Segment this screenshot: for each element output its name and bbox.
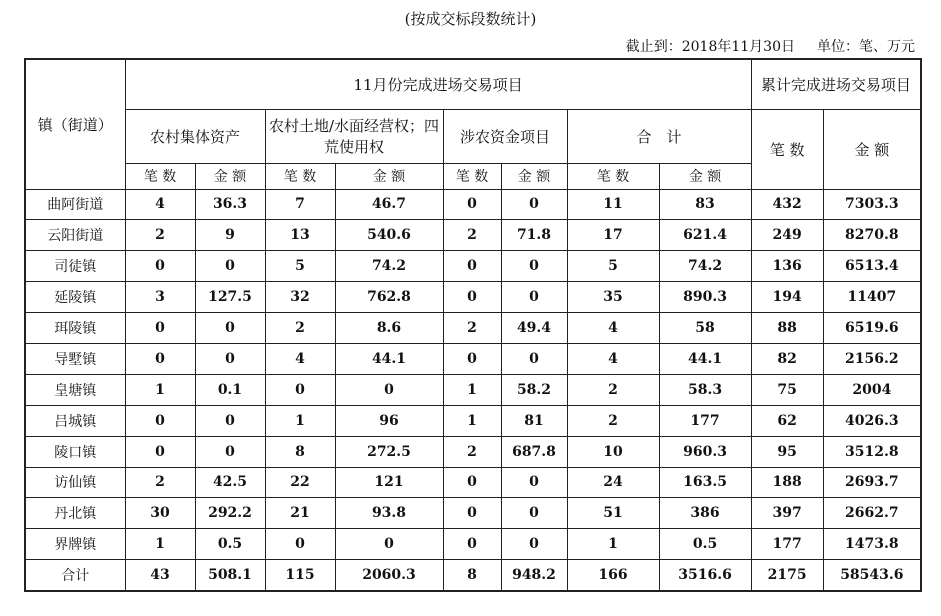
table-row xyxy=(25,405,921,436)
category-header: 农村集体资产 xyxy=(125,109,265,163)
value-cell: 0 xyxy=(501,529,567,560)
value-cell: 0.1 xyxy=(195,374,265,405)
value-cell: 2 xyxy=(567,405,659,436)
value-cell: 194 xyxy=(751,282,823,313)
value-cell: 81 xyxy=(501,405,567,436)
value-cell: 95 xyxy=(751,436,823,467)
value-cell: 2 xyxy=(443,436,501,467)
category-header: 合 计 xyxy=(567,109,751,163)
value-cell: 687.8 xyxy=(501,436,567,467)
value-cell: 2 xyxy=(125,220,195,251)
table-row xyxy=(25,220,921,251)
value-cell: 163.5 xyxy=(659,467,751,498)
value-cell: 74.2 xyxy=(335,251,443,282)
value-cell: 2156.2 xyxy=(823,343,921,374)
value-cell: 2175 xyxy=(751,560,823,591)
value-cell: 24 xyxy=(567,467,659,498)
value-cell: 32 xyxy=(265,282,335,313)
value-cell: 0 xyxy=(501,343,567,374)
value-cell: 2693.7 xyxy=(823,467,921,498)
table-row xyxy=(25,282,921,313)
value-cell: 2662.7 xyxy=(823,498,921,529)
value-cell: 5 xyxy=(567,251,659,282)
town-cell: 界牌镇 xyxy=(25,529,125,560)
town-cell: 导墅镇 xyxy=(25,343,125,374)
value-cell: 166 xyxy=(567,560,659,591)
value-cell: 6513.4 xyxy=(823,251,921,282)
town-cell: 合计 xyxy=(25,560,125,591)
table-row xyxy=(25,560,921,591)
value-cell: 121 xyxy=(335,467,443,498)
table-meta xyxy=(626,36,915,56)
value-cell: 2 xyxy=(265,313,335,344)
value-cell: 49.4 xyxy=(501,313,567,344)
category-header: 涉农资金项目 xyxy=(443,109,567,163)
table-row xyxy=(25,436,921,467)
value-cell: 0 xyxy=(265,529,335,560)
value-cell: 0 xyxy=(501,498,567,529)
town-cell: 云阳街道 xyxy=(25,220,125,251)
value-cell: 0 xyxy=(195,313,265,344)
table-row xyxy=(25,251,921,282)
value-cell: 2060.3 xyxy=(335,560,443,591)
amount-subheader: 金 额 xyxy=(501,163,567,189)
value-cell: 188 xyxy=(751,467,823,498)
town-cell: 吕城镇 xyxy=(25,405,125,436)
value-cell: 0 xyxy=(443,282,501,313)
value-cell: 0 xyxy=(335,374,443,405)
value-cell: 127.5 xyxy=(195,282,265,313)
value-cell: 8.6 xyxy=(335,313,443,344)
value-cell: 2004 xyxy=(823,374,921,405)
value-cell: 0 xyxy=(195,436,265,467)
table-row xyxy=(25,343,921,374)
value-cell: 115 xyxy=(265,560,335,591)
value-cell: 0 xyxy=(125,251,195,282)
count-subheader: 笔 数 xyxy=(443,163,501,189)
value-cell: 2 xyxy=(443,220,501,251)
value-cell: 4 xyxy=(567,313,659,344)
value-cell: 96 xyxy=(335,405,443,436)
value-cell: 4026.3 xyxy=(823,405,921,436)
value-cell: 0 xyxy=(443,498,501,529)
table-row xyxy=(25,374,921,405)
value-cell: 46.7 xyxy=(335,189,443,220)
value-cell: 762.8 xyxy=(335,282,443,313)
value-cell: 3516.6 xyxy=(659,560,751,591)
table-row xyxy=(25,189,921,220)
table-row xyxy=(25,313,921,344)
value-cell: 75 xyxy=(751,374,823,405)
value-cell: 44.1 xyxy=(335,343,443,374)
category-header: 农村土地/水面经营权；四荒使用权 xyxy=(265,109,443,163)
value-cell: 43 xyxy=(125,560,195,591)
value-cell: 1 xyxy=(443,405,501,436)
value-cell: 5 xyxy=(265,251,335,282)
value-cell: 17 xyxy=(567,220,659,251)
value-cell: 0 xyxy=(125,343,195,374)
value-cell: 136 xyxy=(751,251,823,282)
table-row xyxy=(25,467,921,498)
value-cell: 3 xyxy=(125,282,195,313)
cumulative-count-header: 笔 数 xyxy=(751,109,823,189)
value-cell: 9 xyxy=(195,220,265,251)
value-cell: 0 xyxy=(443,251,501,282)
value-cell: 0 xyxy=(443,467,501,498)
value-cell: 1473.8 xyxy=(823,529,921,560)
deadline-text: 截止到：2018年11月30日 xyxy=(625,39,795,55)
value-cell: 432 xyxy=(751,189,823,220)
value-cell: 74.2 xyxy=(659,251,751,282)
value-cell: 13 xyxy=(265,220,335,251)
town-cell: 延陵镇 xyxy=(25,282,125,313)
value-cell: 0.5 xyxy=(659,529,751,560)
value-cell: 0 xyxy=(501,251,567,282)
value-cell: 0 xyxy=(125,436,195,467)
town-cell: 珥陵镇 xyxy=(25,313,125,344)
value-cell: 93.8 xyxy=(335,498,443,529)
value-cell: 58.3 xyxy=(659,374,751,405)
value-cell: 0 xyxy=(195,251,265,282)
town-cell: 访仙镇 xyxy=(25,467,125,498)
value-cell: 397 xyxy=(751,498,823,529)
value-cell: 0 xyxy=(125,313,195,344)
value-cell: 1 xyxy=(125,374,195,405)
table-row xyxy=(25,529,921,560)
town-header: 镇（街道） xyxy=(25,59,125,189)
value-cell: 948.2 xyxy=(501,560,567,591)
value-cell: 44.1 xyxy=(659,343,751,374)
value-cell: 4 xyxy=(265,343,335,374)
value-cell: 386 xyxy=(659,498,751,529)
value-cell: 177 xyxy=(751,529,823,560)
cumulative-amount-header: 金 额 xyxy=(823,109,921,189)
town-cell: 皇塘镇 xyxy=(25,374,125,405)
value-cell: 292.2 xyxy=(195,498,265,529)
month-group-header: 11月份完成进场交易项目 xyxy=(125,59,751,109)
value-cell: 508.1 xyxy=(195,560,265,591)
value-cell: 58 xyxy=(659,313,751,344)
value-cell: 35 xyxy=(567,282,659,313)
amount-subheader: 金 额 xyxy=(335,163,443,189)
value-cell: 2 xyxy=(567,374,659,405)
value-cell: 36.3 xyxy=(195,189,265,220)
value-cell: 22 xyxy=(265,467,335,498)
value-cell: 0 xyxy=(501,282,567,313)
value-cell: 177 xyxy=(659,405,751,436)
value-cell: 1 xyxy=(265,405,335,436)
amount-subheader: 金 额 xyxy=(659,163,751,189)
town-cell: 丹北镇 xyxy=(25,498,125,529)
value-cell: 11407 xyxy=(823,282,921,313)
town-cell: 陵口镇 xyxy=(25,436,125,467)
value-cell: 10 xyxy=(567,436,659,467)
value-cell: 82 xyxy=(751,343,823,374)
value-cell: 0 xyxy=(195,405,265,436)
value-cell: 272.5 xyxy=(335,436,443,467)
cumulative-group-header: 累计完成进场交易项目 xyxy=(751,59,921,109)
value-cell: 1 xyxy=(443,374,501,405)
value-cell: 58543.6 xyxy=(823,560,921,591)
count-subheader: 笔 数 xyxy=(567,163,659,189)
table-subtitle: (按成交标段数统计) xyxy=(404,10,537,28)
table-row xyxy=(25,498,921,529)
count-subheader: 笔 数 xyxy=(265,163,335,189)
value-cell: 62 xyxy=(751,405,823,436)
value-cell: 2 xyxy=(125,467,195,498)
value-cell: 7 xyxy=(265,189,335,220)
value-cell: 51 xyxy=(567,498,659,529)
value-cell: 890.3 xyxy=(659,282,751,313)
value-cell: 3512.8 xyxy=(823,436,921,467)
value-cell: 30 xyxy=(125,498,195,529)
value-cell: 0 xyxy=(443,189,501,220)
count-subheader: 笔 数 xyxy=(125,163,195,189)
value-cell: 58.2 xyxy=(501,374,567,405)
value-cell: 0 xyxy=(501,189,567,220)
value-cell: 0 xyxy=(125,405,195,436)
value-cell: 0.5 xyxy=(195,529,265,560)
amount-subheader: 金 额 xyxy=(195,163,265,189)
value-cell: 621.4 xyxy=(659,220,751,251)
value-cell: 83 xyxy=(659,189,751,220)
town-cell: 司徒镇 xyxy=(25,251,125,282)
value-cell: 21 xyxy=(265,498,335,529)
value-cell: 540.6 xyxy=(335,220,443,251)
value-cell: 0 xyxy=(501,467,567,498)
value-cell: 7303.3 xyxy=(823,189,921,220)
unit-text: 单位：笔、万元 xyxy=(817,39,915,55)
table-body xyxy=(25,189,921,591)
value-cell: 249 xyxy=(751,220,823,251)
value-cell: 1 xyxy=(125,529,195,560)
value-cell: 8 xyxy=(443,560,501,591)
value-cell: 960.3 xyxy=(659,436,751,467)
value-cell: 88 xyxy=(751,313,823,344)
value-cell: 1 xyxy=(567,529,659,560)
value-cell: 0 xyxy=(195,343,265,374)
value-cell: 0 xyxy=(443,529,501,560)
value-cell: 8270.8 xyxy=(823,220,921,251)
statistics-table xyxy=(24,58,922,592)
value-cell: 0 xyxy=(335,529,443,560)
value-cell: 6519.6 xyxy=(823,313,921,344)
value-cell: 4 xyxy=(567,343,659,374)
value-cell: 0 xyxy=(443,343,501,374)
value-cell: 8 xyxy=(265,436,335,467)
value-cell: 71.8 xyxy=(501,220,567,251)
value-cell: 0 xyxy=(265,374,335,405)
value-cell: 4 xyxy=(125,189,195,220)
town-cell: 曲阿街道 xyxy=(25,189,125,220)
value-cell: 42.5 xyxy=(195,467,265,498)
value-cell: 2 xyxy=(443,313,501,344)
value-cell: 11 xyxy=(567,189,659,220)
